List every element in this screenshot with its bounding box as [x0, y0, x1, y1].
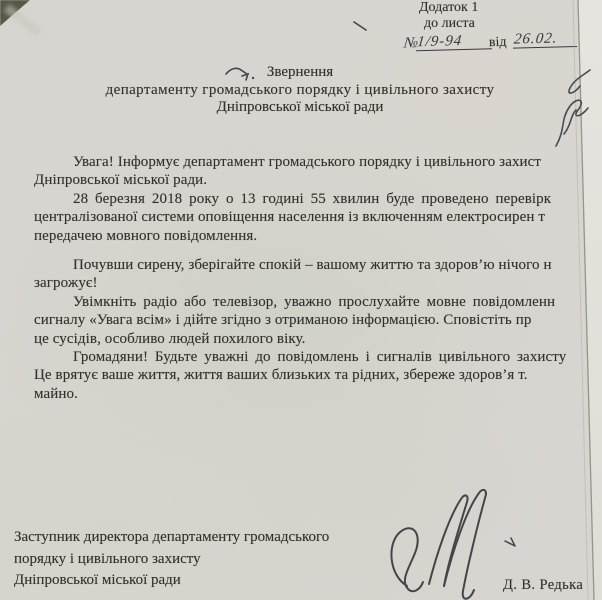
annex-line2: до листа	[424, 16, 475, 31]
body-line: майно.	[34, 385, 78, 402]
annex-line1: Додаток 1	[419, 0, 479, 15]
body-line: передачею мовного повідомлення.	[34, 227, 258, 244]
body-line: Увімкніть радіо або телевізор, уважно прослухайте мовне повідомленн	[73, 293, 556, 310]
handwriting-on-back-page	[546, 58, 602, 154]
body-line: це сусідів, особливо людей похилого віку.	[34, 330, 306, 347]
title-line3: Дніпровської міської ради	[216, 99, 384, 115]
number-value-handwritten: 1/9-94	[416, 33, 494, 51]
body-line: 28 березня 2018 року о 13 годині 55 хвилин буде проведено перевірк	[73, 190, 552, 207]
date-value-handwritten: 26.02.	[513, 31, 579, 49]
signatory-position-line: Дніпровської міської ради	[14, 572, 181, 588]
body-line: сигналу «Увага всім» і дійте згідно з отриманою інформацією. Сповістіть пр	[34, 312, 532, 329]
signatory-position-line: Заступник директора департаменту громадського	[14, 529, 330, 545]
signatory-name: Д. В. Редька	[503, 577, 584, 593]
date-label: від	[488, 34, 507, 51]
body-line: Дніпровської міської ради.	[34, 172, 208, 189]
body-line: Почувши сирену, зберігайте спокій – вашому життю та здоров’ю нічого н	[73, 257, 552, 274]
body-line: Громадяни! Будьте уважні до повідомлень і сигналів цивільного захисту	[73, 349, 567, 366]
title-line1: Звернення	[266, 64, 334, 80]
body-line: Увага! Інформує департамент громадського порядку і цивільного захист	[73, 154, 542, 170]
body-line: загрожує!	[34, 275, 98, 292]
body-line: централізованої системи оповіщення населення із включенням електросирен т	[34, 209, 545, 226]
body-line: Це врятує ваше життя, життя ваших близьких та рідних, збереже здоров’я т.	[34, 367, 528, 384]
signatory-position-line: порядку і цивільного захисту	[14, 550, 201, 567]
number-sign: №	[403, 35, 421, 52]
title-line2: департаменту громадського порядку і цивільного захисту	[105, 81, 495, 98]
